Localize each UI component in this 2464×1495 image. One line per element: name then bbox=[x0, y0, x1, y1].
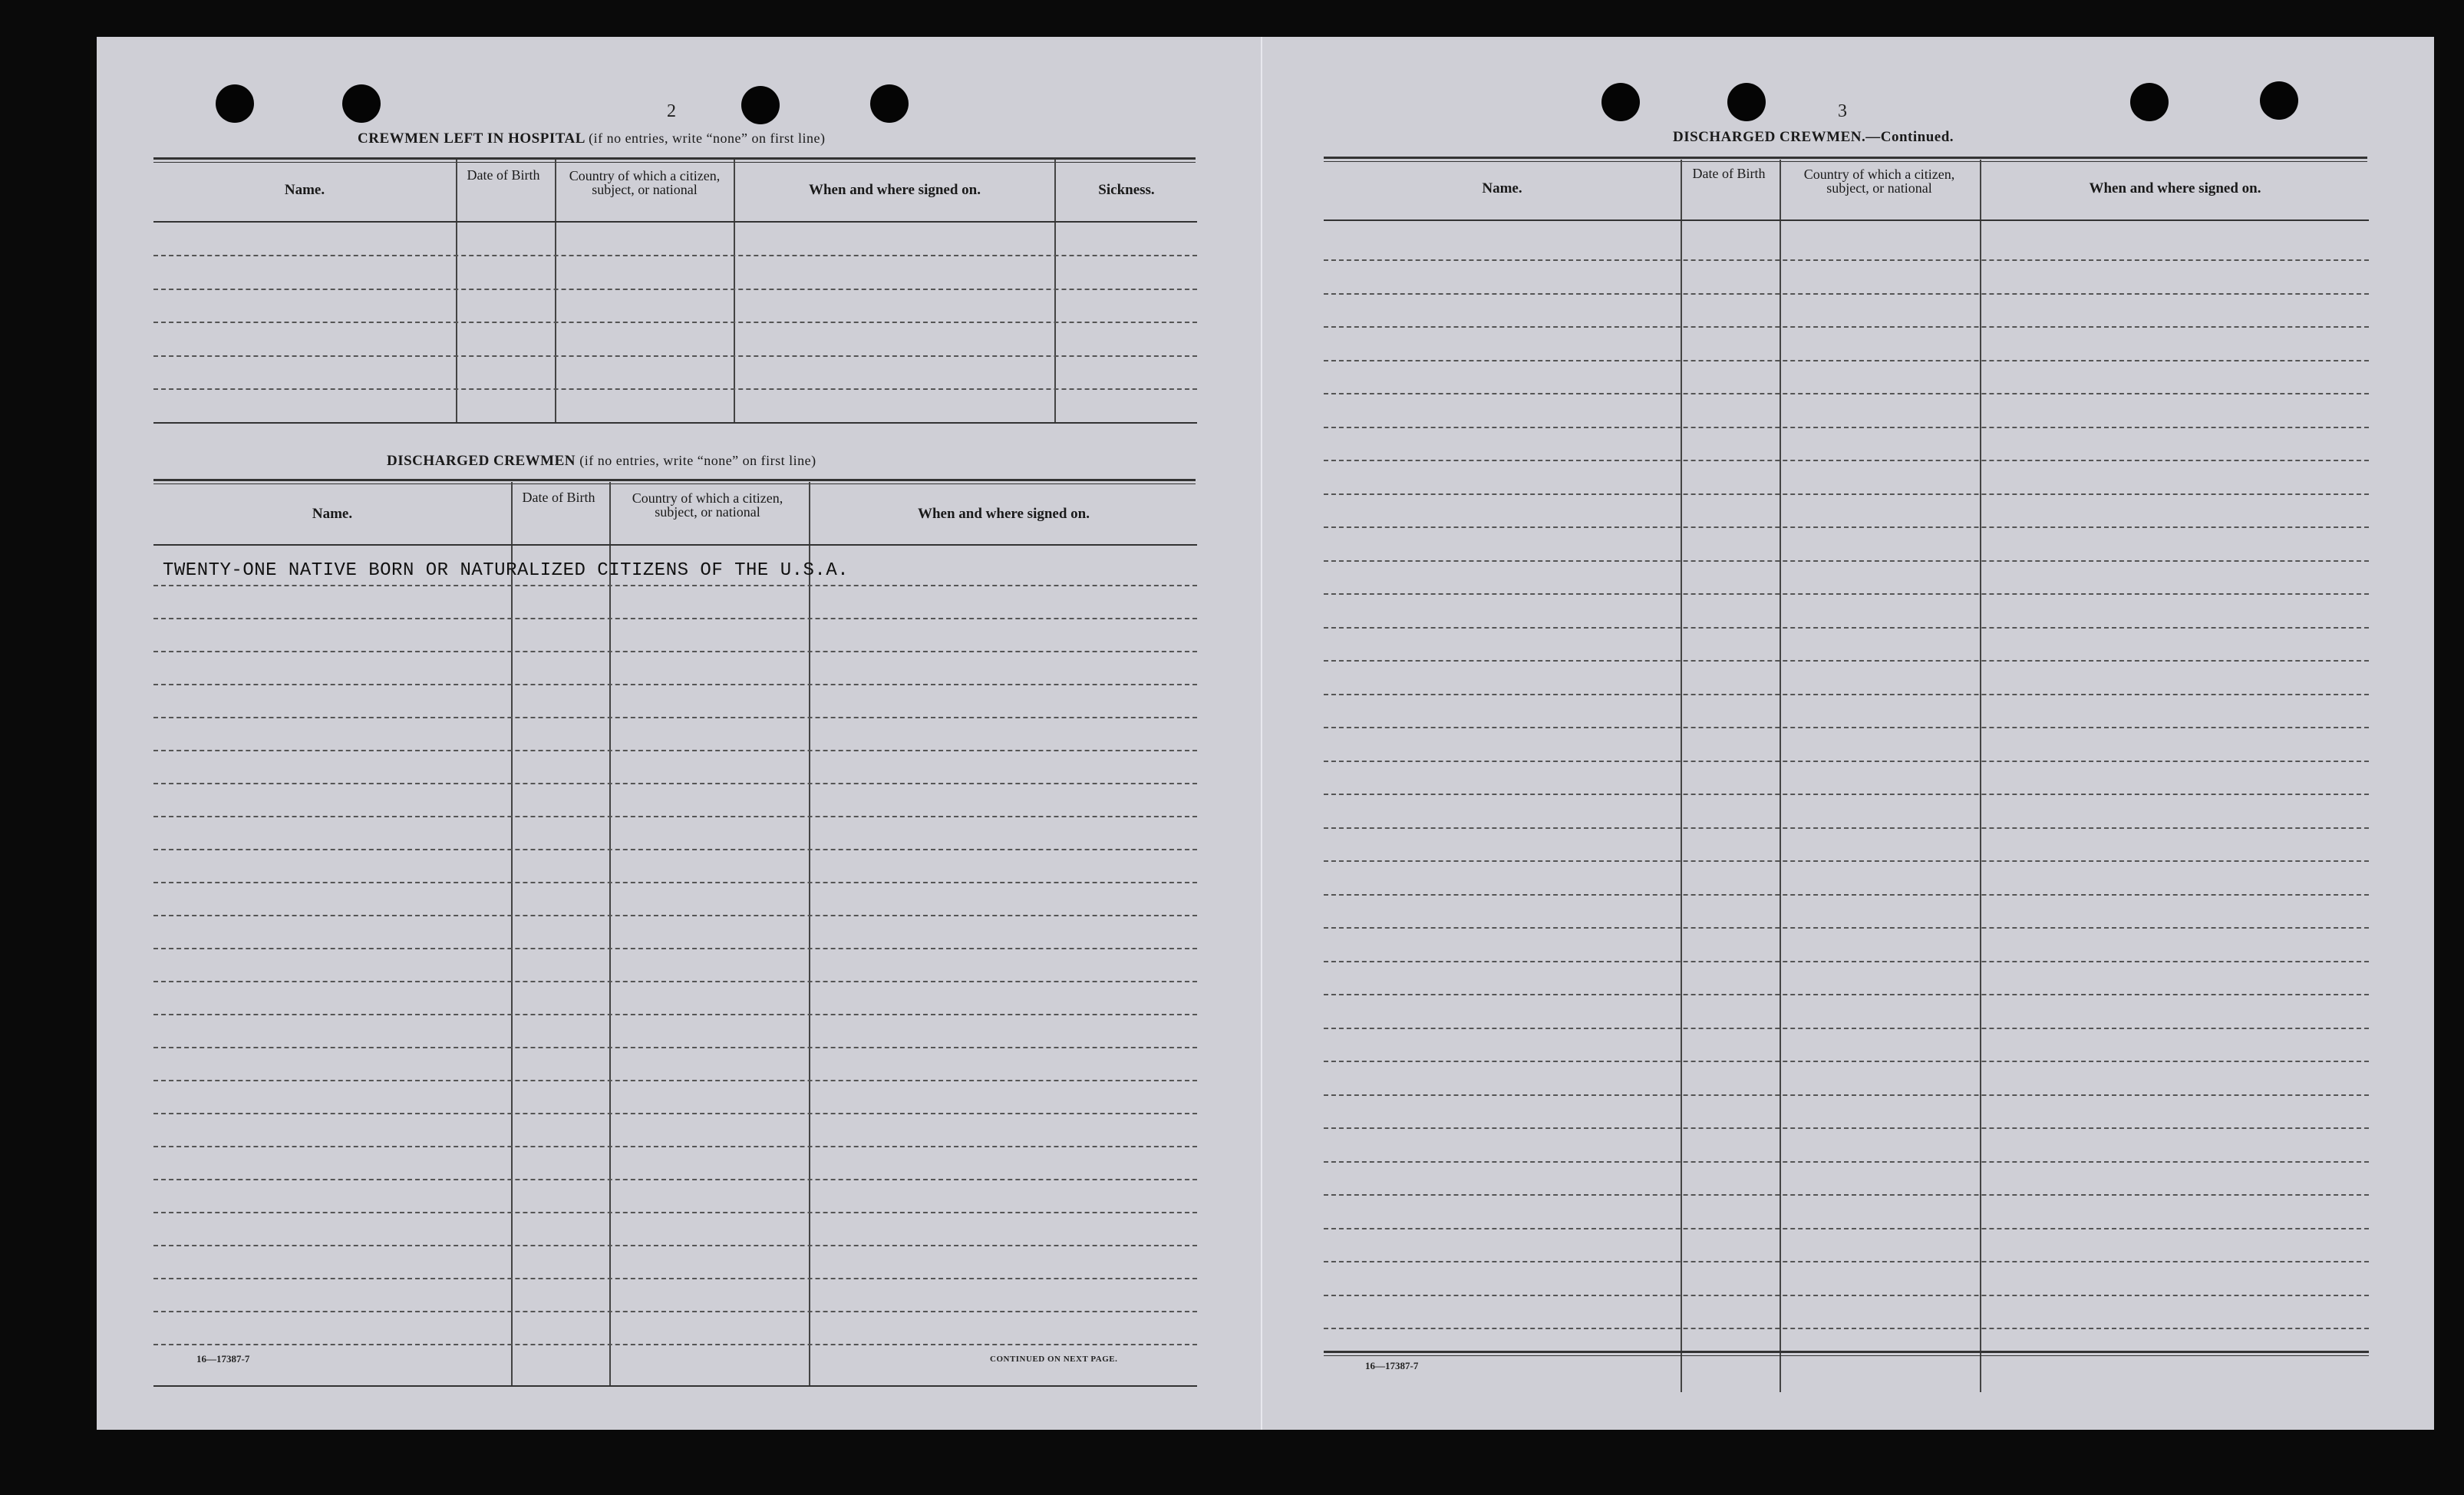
entry-line bbox=[153, 1344, 1197, 1345]
discharged-instruction: (if no entries, write “none” on first line) bbox=[579, 453, 816, 468]
entry-line bbox=[153, 1212, 1197, 1213]
entry-line bbox=[1324, 526, 2369, 528]
entry-line bbox=[153, 1278, 1197, 1279]
header-rule bbox=[1324, 157, 2367, 159]
entry-line bbox=[1324, 1295, 2369, 1296]
entry-line bbox=[1324, 593, 2369, 595]
entry-line bbox=[1324, 427, 2369, 428]
entry-line bbox=[153, 1146, 1197, 1147]
page-number: 3 bbox=[1838, 101, 1847, 121]
col-header-name: Name. bbox=[284, 182, 325, 198]
entry-line bbox=[153, 1245, 1197, 1246]
col-header-name: Name. bbox=[312, 506, 353, 522]
hospital-section-title bbox=[358, 130, 825, 147]
entry-line bbox=[153, 717, 1197, 718]
page-number: 2 bbox=[667, 101, 676, 121]
entry-line bbox=[1324, 293, 2369, 295]
col-header-signed-on: When and where signed on. bbox=[808, 182, 981, 198]
col-header-sickness: Sickness. bbox=[1098, 182, 1155, 198]
column-divider bbox=[1681, 160, 1682, 1392]
column-divider bbox=[456, 160, 457, 422]
entry-line bbox=[1324, 794, 2369, 795]
entry-line bbox=[153, 1311, 1197, 1312]
header-rule bbox=[153, 157, 1196, 160]
continued-note: CONTINUED ON NEXT PAGE. bbox=[990, 1355, 1118, 1364]
punch-hole bbox=[2260, 81, 2298, 120]
entry-line bbox=[153, 849, 1197, 850]
entry-line bbox=[153, 816, 1197, 817]
column-divider bbox=[734, 160, 735, 422]
entry-line bbox=[153, 255, 1197, 256]
entry-line bbox=[1324, 1161, 2369, 1163]
col-header-country: Country of which a citizen, subject, or national bbox=[632, 490, 783, 520]
entry-line bbox=[153, 915, 1197, 916]
column-divider bbox=[1780, 160, 1781, 1392]
entry-line bbox=[153, 1113, 1197, 1114]
column-divider bbox=[1054, 160, 1056, 422]
entry-line bbox=[1324, 827, 2369, 829]
entry-line bbox=[1324, 1127, 2369, 1129]
section-bottom-rule bbox=[153, 422, 1197, 424]
entry-line bbox=[1324, 393, 2369, 394]
entry-line bbox=[153, 1080, 1197, 1081]
punch-hole bbox=[1601, 83, 1640, 121]
col-header-country: Country of which a citizen, subject, or national bbox=[569, 168, 721, 197]
entry-line bbox=[1324, 1261, 2369, 1262]
entry-line bbox=[1324, 1028, 2369, 1029]
col-header-country: Country of which a citizen, subject, or national bbox=[1803, 167, 1955, 196]
punch-hole bbox=[2130, 83, 2169, 121]
header-bottom-rule bbox=[153, 221, 1197, 223]
entry-line bbox=[1324, 560, 2369, 562]
col-header-date-of-birth: Date of Birth bbox=[467, 167, 540, 183]
entry-line bbox=[1324, 259, 2369, 261]
punch-hole bbox=[342, 84, 381, 123]
section-bottom-rule bbox=[1324, 1351, 2369, 1353]
entry-line bbox=[1324, 994, 2369, 995]
header-bottom-rule bbox=[1324, 219, 2369, 221]
col-header-signed-on: When and where signed on. bbox=[2089, 180, 2261, 196]
col-header-date-of-birth: Date of Birth bbox=[1692, 166, 1766, 181]
discharged-section-title bbox=[387, 453, 816, 470]
col-header-name: Name. bbox=[1482, 180, 1522, 196]
header-bottom-rule bbox=[153, 544, 1197, 546]
column-divider bbox=[1980, 160, 1981, 1392]
entry-line bbox=[1324, 1328, 2369, 1329]
entry-line bbox=[153, 651, 1197, 652]
entry-line bbox=[153, 388, 1197, 390]
entry-line bbox=[1324, 660, 2369, 662]
entry-line bbox=[1324, 627, 2369, 629]
typed-entry: TWENTY-ONE NATIVE BORN OR NATURALIZED CITIZENS OF THE U.S.A. bbox=[163, 560, 849, 581]
col-header-signed-on: When and where signed on. bbox=[917, 506, 1090, 522]
hospital-instruction: (if no entries, write “none” on first line) bbox=[589, 130, 826, 146]
entry-line bbox=[153, 948, 1197, 949]
entry-line bbox=[153, 1179, 1197, 1180]
right-page bbox=[1262, 37, 2434, 1430]
section-bottom-rule bbox=[153, 1385, 1197, 1387]
entry-line bbox=[153, 1014, 1197, 1015]
entry-line bbox=[1324, 761, 2369, 762]
entry-line bbox=[1324, 360, 2369, 361]
punch-hole bbox=[1727, 83, 1766, 121]
punch-hole bbox=[216, 84, 254, 123]
entry-line bbox=[1324, 1094, 2369, 1096]
continued-section-title: DISCHARGED CREWMEN.—Continued. bbox=[1673, 129, 1954, 145]
entry-line bbox=[153, 618, 1197, 619]
entry-line bbox=[153, 882, 1197, 883]
entry-line bbox=[1324, 927, 2369, 929]
punch-hole bbox=[870, 84, 909, 123]
entry-line bbox=[153, 1047, 1197, 1048]
entry-line bbox=[153, 783, 1197, 784]
header-rule bbox=[153, 479, 1196, 481]
entry-line bbox=[1324, 694, 2369, 695]
entry-line bbox=[153, 355, 1197, 357]
entry-line bbox=[153, 289, 1197, 290]
entry-line bbox=[1324, 460, 2369, 461]
entry-line bbox=[1324, 1061, 2369, 1062]
entry-line bbox=[153, 684, 1197, 685]
entry-line bbox=[1324, 894, 2369, 896]
entry-line bbox=[153, 322, 1197, 323]
entry-line bbox=[1324, 326, 2369, 328]
col-header-date-of-birth: Date of Birth bbox=[522, 490, 595, 505]
entry-line bbox=[1324, 727, 2369, 728]
form-number: 16—17387-7 bbox=[196, 1353, 250, 1365]
entry-line bbox=[153, 981, 1197, 982]
entry-line bbox=[1324, 1228, 2369, 1229]
entry-line bbox=[1324, 1194, 2369, 1196]
form-number: 16—17387-7 bbox=[1365, 1360, 1419, 1371]
hospital-title-text: CREWMEN LEFT IN HOSPITAL bbox=[358, 130, 585, 147]
entry-line bbox=[1324, 961, 2369, 962]
entry-line bbox=[1324, 860, 2369, 862]
discharged-title-text: DISCHARGED CREWMEN bbox=[387, 453, 576, 469]
punch-hole bbox=[741, 86, 780, 124]
entry-line bbox=[1324, 493, 2369, 495]
column-divider bbox=[555, 160, 556, 422]
entry-line bbox=[153, 750, 1197, 751]
entry-line bbox=[153, 585, 1197, 586]
left-page bbox=[97, 37, 1261, 1430]
